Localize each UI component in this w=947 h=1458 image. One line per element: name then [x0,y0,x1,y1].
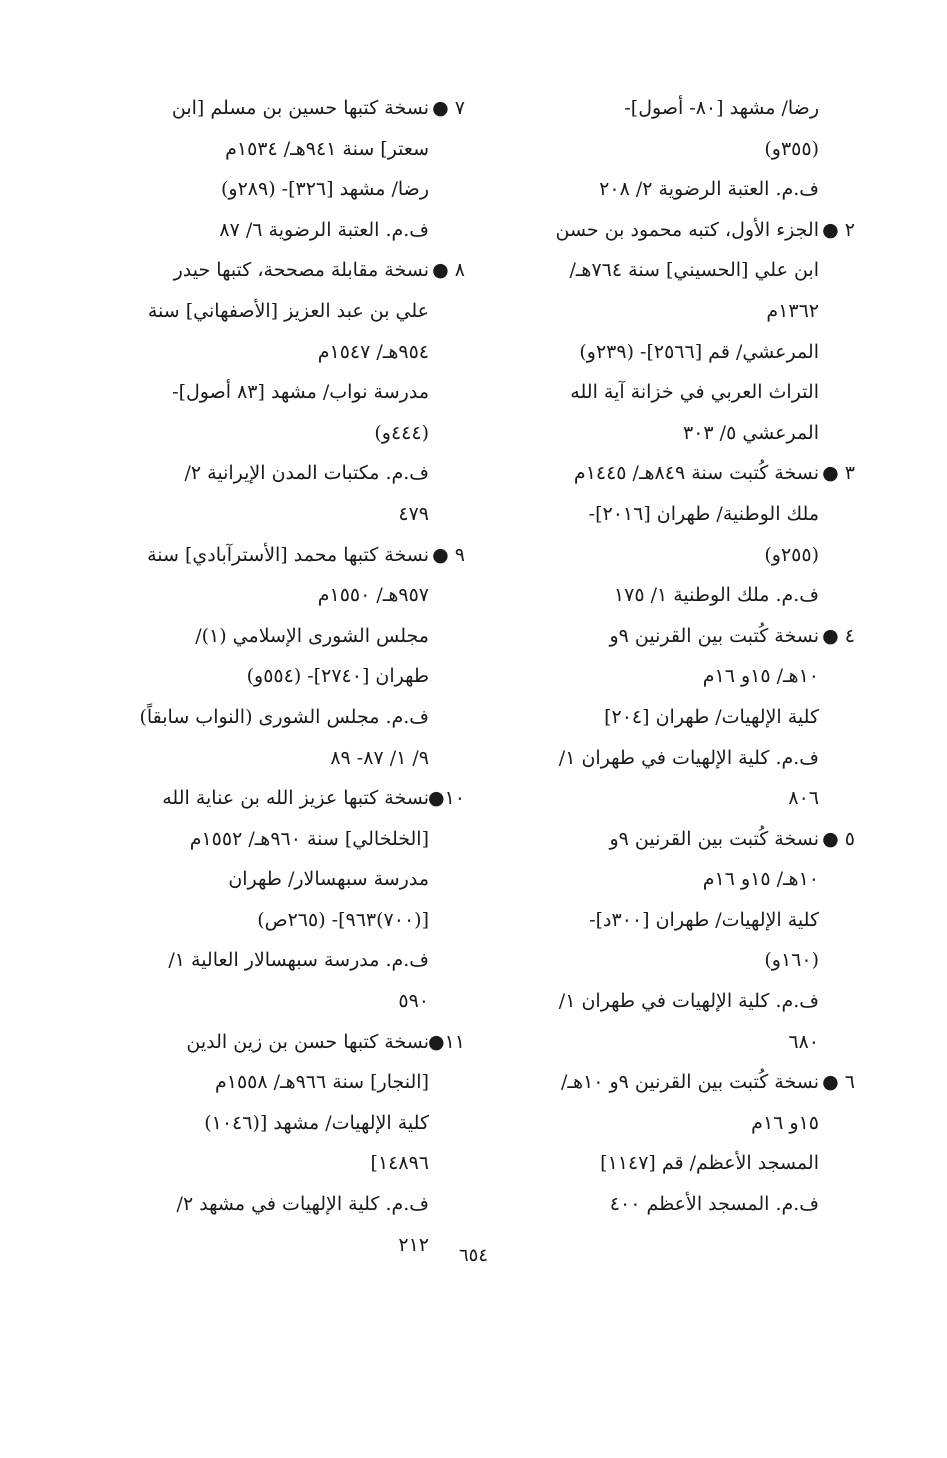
entry-number: ٨ ● [432,259,465,282]
entry-number: ١٠● [427,787,465,810]
entry-line: ٦٨٠ [788,1030,819,1053]
entry-3 [464,453,855,615]
entry-number: ٤ ● [822,624,855,647]
entry-line: علي بن عبد العزيز [الأصفهاني] سنة [147,299,429,322]
entry-line: نسخة كتبها عزيز الله بن عناية الله [162,787,429,810]
entry-9 [97,535,465,779]
entry-line: رضا/ مشهد [٨٠- أصول]- [624,97,819,119]
entry-line: الجزء الأول، كتبه محمود بن حسن [555,218,819,241]
entry-line: ١٠هـ/ ١٥و ١٦م [702,665,819,688]
entry-line: ٢١٢ [398,1233,429,1256]
entry-line: المرعشي/ قم [٢٥٦٦]- (٢٣٩و) [579,340,819,363]
entry-line: (٤٤٤و) [374,421,429,444]
entry-number: ٣ ● [822,462,855,485]
entry-line: طهران [٢٧٤٠]- (٥٥٤و) [246,665,429,688]
entry-line: نسخة كتبها محمد [الأسترآبادي] سنة [147,543,429,566]
entry-line: ف.م. مكتبات المدن الإيرانية ٢/ [184,462,429,485]
entry-10 [97,778,465,1022]
entry-5 [464,819,855,1063]
entry-line: ٩/ ١/ ٨٧- ٨٩ [330,746,429,769]
entry-line: ١٤٨٩٦] [370,1152,429,1175]
entry-line: ف.م. العتبة الرضوية ٢/ ٢٠٨ [599,178,819,201]
page-number: ٦٥٤ [458,1245,488,1266]
entry-line: ف.م. مدرسة سبهسالار العالية ١/ [168,949,429,972]
entry-line: نسخة كُتبت بين القرنين ٩و [609,827,819,850]
entry-number: ٢ ● [822,218,855,241]
entry-line: المرعشي ٥/ ٣٠٣ [683,421,819,444]
entry-line: مدرسة نواب/ مشهد [٨٣ أصول]- [172,381,429,404]
entry-number: ٥ ● [822,827,855,850]
entry-line: نسخة كُتبت سنة ٨٤٩هـ/ ١٤٤٥م [573,462,819,485]
entry-line: [النجار] سنة ٩٦٦هـ/ ١٥٥٨م [214,1071,429,1094]
entry-line: ملك الوطنية/ طهران [٢٠١٦]- [588,502,819,525]
entry-line: ٩٥٤هـ/ ١٥٤٧م [317,340,429,363]
entry-line: ٩٥٧هـ/ ١٥٥٠م [317,584,429,607]
entry-2 [464,210,855,454]
entry-line: ف.م. مجلس الشورى (النواب سابقاً) [139,705,429,728]
entry-line: ١٠هـ/ ١٥و ١٦م [702,868,819,891]
entry-line: ١٣٦٢م [766,299,819,322]
entry-8 [97,250,465,534]
entry-line: ٤٧٩ [398,502,429,525]
entry-number: ٩ ● [432,543,465,566]
entry-line: [الخلخالي] سنة ٩٦٠هـ/ ١٥٥٢م [189,827,429,850]
entry-line: [(٧٠٠)٩٦٣]- (٢٦٥ص) [257,908,429,931]
entry-line: المسجد الأعظم/ قم [١١٤٧] [600,1152,819,1175]
entry-line: (٢٥٥و) [764,543,819,566]
entry-line: مدرسة سبهسالار/ طهران [228,868,429,891]
entry-line: ف.م. المسجد الأعظم ٤٠٠ [609,1193,819,1216]
entry-line: (٣٥٥و) [764,137,819,160]
entry-11 [97,1022,465,1266]
entry-line: ابن علي [الحسيني] سنة ٧٦٤هـ/ [569,259,819,282]
entry-line: ١٥و ١٦م [751,1111,819,1134]
entry-line: ف.م. ملك الوطنية ١/ ١٧٥ [613,584,819,607]
entry-line: كلية الإلهيات/ طهران [٣٠٠د]- [589,908,819,931]
entry-line: كلية الإلهيات/ مشهد [(١٠٤٦) [204,1111,429,1134]
entry-line: نسخة كُتبت بين القرنين ٩و ١٠هـ/ [560,1071,819,1094]
entry-4 [464,616,855,819]
right-column [464,88,855,1225]
entry-line: سعتر] سنة ٩٤١هـ/ ١٥٣٤م [225,137,429,160]
entry-line: كلية الإلهيات/ طهران [٢٠٤] [604,705,819,728]
entry-line: ف.م. كلية الإلهيات في طهران ١/ [558,990,819,1013]
entry-line: ٥٩٠ [398,990,429,1013]
entry-7 [97,88,465,250]
entry-number: ٦ ● [822,1071,855,1094]
entry-6 [464,1062,855,1224]
entry-line: ف.م. كلية الإلهيات في طهران ١/ [558,746,819,769]
entry-line: مجلس الشورى الإسلامي (١)/ [195,624,429,647]
entry-number: ٧ ● [432,97,465,119]
entry-line: نسخة كُتبت بين القرنين ٩و [609,624,819,647]
entry-line: ٨٠٦ [788,787,819,810]
entry-line: نسخة مقابلة مصححة، كتبها حيدر [173,259,429,282]
entry-line: ف.م. كلية الإلهيات في مشهد ٢/ [176,1193,429,1216]
entry-line: نسخة كتبها حسن بن زين الدين [186,1030,429,1053]
entry-continuation [464,88,819,210]
entry-line: ف.م. العتبة الرضوية ٦/ ٨٧ [219,218,429,241]
entry-line: (١٦٠و) [764,949,819,972]
entry-number: ١١● [427,1030,465,1053]
left-column [97,88,465,1265]
entry-line: رضا/ مشهد [٣٢٦]- (٢٨٩و) [221,178,429,201]
entry-line: نسخة كتبها حسين بن مسلم [ابن [171,97,429,119]
entry-line: التراث العربي في خزانة آية الله [570,381,819,404]
